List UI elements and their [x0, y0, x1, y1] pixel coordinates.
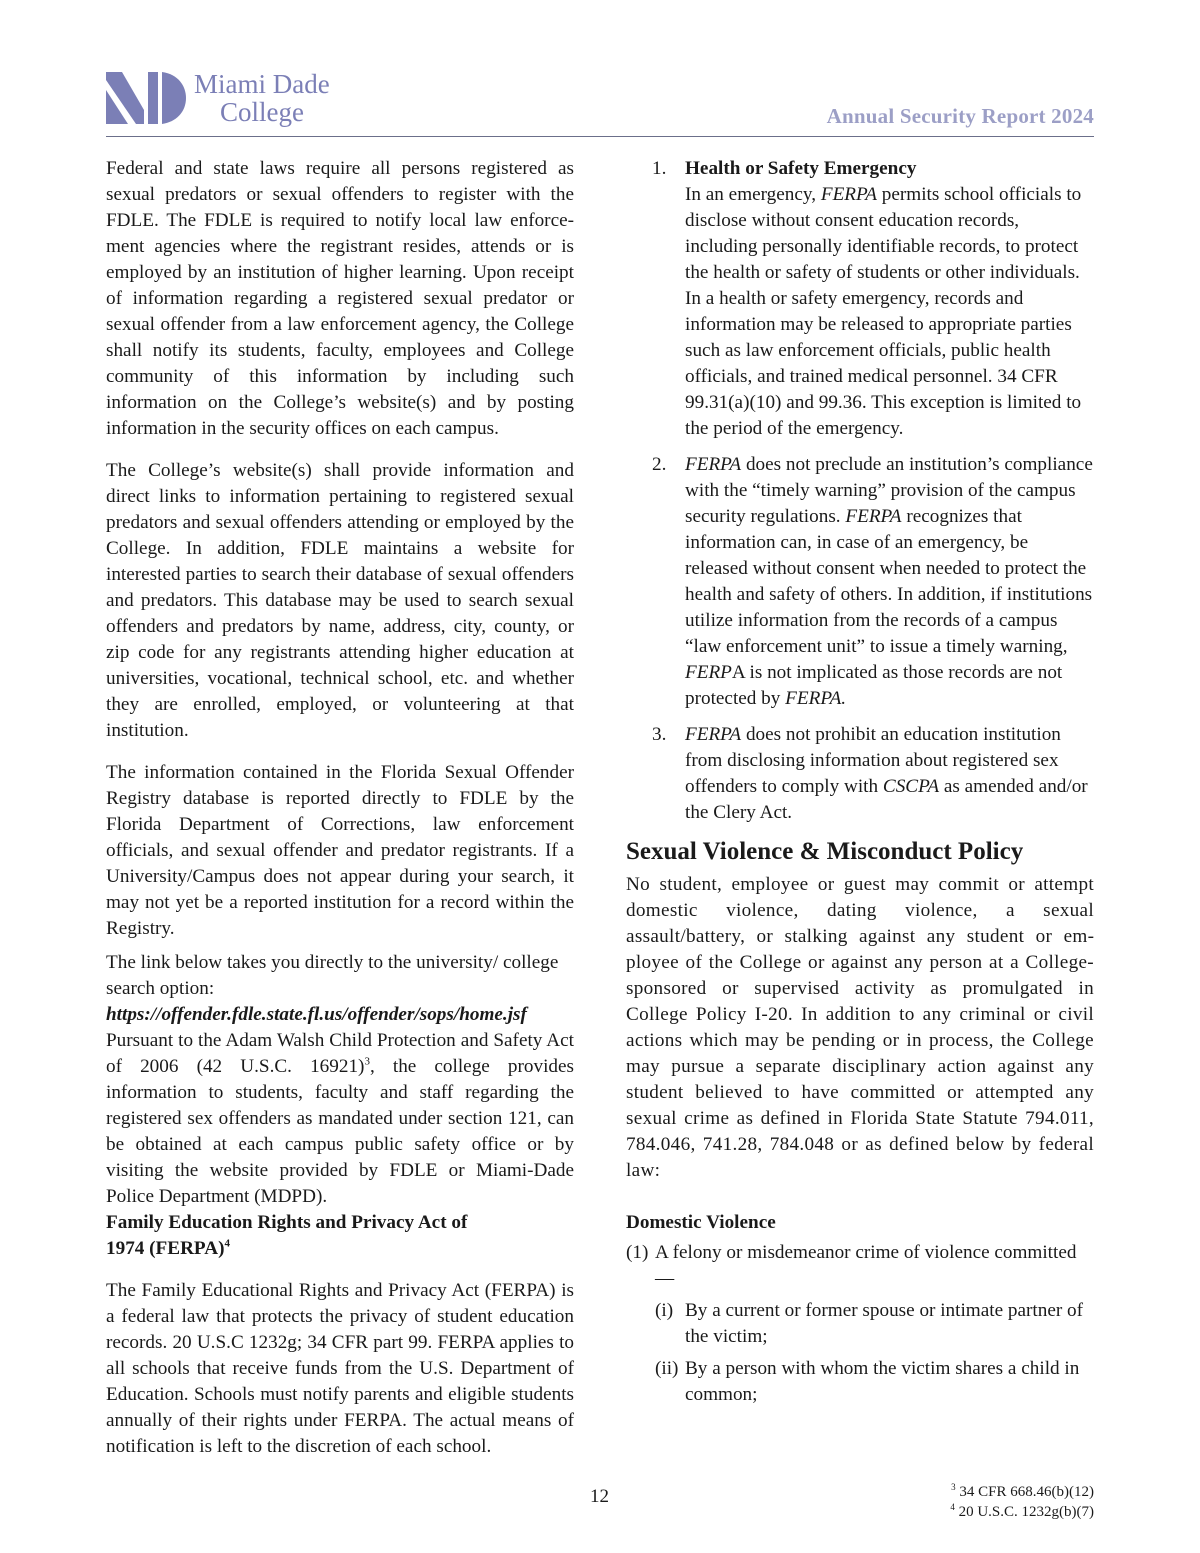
page-header — [106, 70, 1094, 137]
paragraph-registry: The information contained in the Florida Sexual Offender Registry database is reported directly to FDLE by the Florida Department of Corrections, law enforcement officials, and sexual offender and predator registrants. If a University/Campus does not appear during your search, it may not yet be a reported institution for a record within the Registry. — [106, 762, 574, 939]
domestic-violence-heading: Domestic Violence — [626, 1212, 776, 1233]
paragraph-link-intro: The link below takes you directly to the university/ college search option: — [106, 952, 559, 999]
paragraph-policy: No student, employee or guest may commit or attempt domestic violence, dating violence, a sexual assault/battery, or stalking against any student or employee of the College or against any person at a College-sponsored or supervised activity as promulgated in College Policy I-20. In addition to any criminal or civil actions which may be pending or in process, the College may pursue a separate disciplinary action against any student believed to have committed or attempted any sexual crime as defined in Florida State Statute 794.011, 784.046, 741.28, 784.048 or as defined below by federal law: — [626, 874, 1094, 1181]
item1-text-a: In an emergency, — [685, 184, 821, 205]
footnote-4 — [950, 1502, 1094, 1522]
footnote-ref-3: 3 — [364, 1055, 370, 1068]
footnote-3-marker: 3 — [951, 1482, 956, 1492]
ferpa-heading-line-2: 1974 (FERPA) — [106, 1238, 225, 1259]
footnotes — [950, 1482, 1094, 1522]
list-item — [626, 452, 1094, 712]
section-title: Sexual Violence & Misconduct Policy — [626, 838, 1024, 865]
item3-cscpa: CSCPA — [882, 776, 940, 797]
paragraph-website: The College’s website(s) shall provide information and direct links to information pertaining to registered sexual predators and sexual offenders attending or employed by the College. In addition, FDLE maintains a website for interested parties to search their database of sexual offenders and predators. This database may be used to search sexual offenders and predators by name, address, city, county, or zip code for any registrants attending higher education at universities, vocational, technical school, etc. and whether they are enrolled, employed, or volunteering at that institution. — [106, 460, 574, 741]
list-number: 3. — [652, 724, 667, 745]
footnote-ref-4: 4 — [224, 1237, 230, 1250]
list-item-text — [685, 722, 1094, 826]
definition-marker: (1) — [626, 1242, 649, 1263]
definition-subitem — [626, 1356, 1094, 1408]
paragraph-ferpa: The Family Educational Rights and Privacy Act (FERPA) is a federal law that protects the privacy of student education records. 20 U.S.C 1232g; 34 CFR part 99. FERPA applies to all schools that receive funds from the U.S. Department of Education. Schools must notify parents and eligible students annually of their rights under FERPA. The actual means of notification is left to the discretion of each school. — [106, 1280, 574, 1457]
item2-text-c: A is not implicated as those records are not protected by — [685, 662, 1063, 709]
list-item — [626, 722, 1094, 826]
item3-ferpa: FERPA — [685, 724, 742, 745]
logo-text — [194, 70, 330, 126]
report-title: Annual Security Report 2024 — [826, 104, 1094, 128]
college-logo-icon — [106, 72, 186, 124]
paragraph-adam-walsh — [106, 1028, 574, 1210]
item2-text-a: does not preclude an institution’s compliance with the “timely warning” provision of the campus security regulations. — [685, 454, 1093, 527]
page-number: 12 — [590, 1486, 609, 1507]
list-item-text — [685, 182, 1094, 442]
registry-url-link[interactable]: https://offender.fdle.state.fl.us/offender/sops/home.jsf — [106, 1004, 527, 1025]
subitem-text: By a person with whom the victim shares a child in common; — [685, 1358, 1080, 1405]
logo-line-2: College — [220, 97, 304, 127]
subitem-marker: (i) — [655, 1300, 674, 1321]
item2-ferpa-3: FERPA. — [785, 688, 847, 709]
definition-subitem — [626, 1298, 1094, 1350]
definition-item — [626, 1240, 1094, 1292]
item3-text-b: as amended and/or the Clery Act. — [685, 776, 1088, 823]
list-item-title: Health or Safety Emergency — [685, 158, 917, 179]
paragraph-registration: Federal and state laws require all persons registered as sexual predators or sexual offenders to register with the FDLE. The FDLE is required to notify local law enforcement agencies where the registrant resides, attends or is employed by an institution of higher learning. Upon receipt of information regarding a registered sexual predator or sexual offender from a law enforcement agency, the College shall notify its students, faculty, employees and College community of this information by including such information on the College’s website(s) and by posting information in the security offices on each campus. — [106, 158, 574, 439]
item2-ferpa-1: FERPA — [685, 454, 742, 475]
item1-ferpa: FERPA — [820, 184, 877, 205]
right-column — [626, 156, 1094, 1408]
adam-walsh-text-a: Pursuant to the Adam Walsh Child Protection and Safety Act of 2006 (42 U.S.C. 16921) — [106, 1030, 574, 1077]
list-number: 2. — [652, 454, 667, 475]
list-number: 1. — [652, 158, 667, 179]
footnote-3-text: 34 CFR 668.46(b)(12) — [959, 1484, 1094, 1500]
item2-ferp: FERP — [685, 662, 732, 683]
item1-text-b: permits school officials to disclose without consent education records, including personally identifiable records, to protect the health or safety of students or other individuals. In a health or safety emergency, records and information may be released to appropriate parties such as law enforcement officials, public health officials, and trained medical personnel. 34 CFR 99.31(a)(10) and 99.36. This exception is limited to the period of the emergency. — [685, 184, 1082, 439]
left-column — [106, 156, 574, 1460]
footnote-3 — [950, 1482, 1094, 1502]
list-item — [626, 156, 1094, 442]
ferpa-heading — [106, 1210, 574, 1262]
logo-line-1: Miami Dade — [194, 69, 330, 99]
item3-text-a: does not prohibit an education institution from disclosing information about registered sex offenders to comply with — [685, 724, 1061, 797]
ferpa-heading-line-1: Family Education Rights and Privacy Act of — [106, 1212, 468, 1233]
item2-ferpa-2: FERPA — [845, 506, 902, 527]
subitem-text: By a current or former spouse or intimate partner of the victim; — [685, 1300, 1084, 1347]
footnote-4-text: 20 U.S.C. 1232g(b)(7) — [958, 1504, 1094, 1520]
item2-text-b: recognizes that information can, in case of an emergency, be released without consent when needed to protect the health and safety of others. In addition, if institutions utilize information from the records of a campus “law enforcement unit” to issue a timely warning, — [685, 506, 1093, 657]
definition-text: A felony or misdemeanor crime of violence committed — — [655, 1242, 1077, 1289]
ferpa-exceptions-list — [626, 156, 1094, 826]
adam-walsh-text-b: , the college provides information to students, faculty and staff regarding the registered sex offenders as mandated under section 121, can be obtained at each campus public safety office or by visiting the website provided by FDLE or Miami-Dade Police Department (MDPD). — [106, 1056, 574, 1207]
subitem-marker: (ii) — [655, 1358, 679, 1379]
footnote-4-marker: 4 — [950, 1502, 955, 1512]
list-item-text — [685, 452, 1094, 712]
